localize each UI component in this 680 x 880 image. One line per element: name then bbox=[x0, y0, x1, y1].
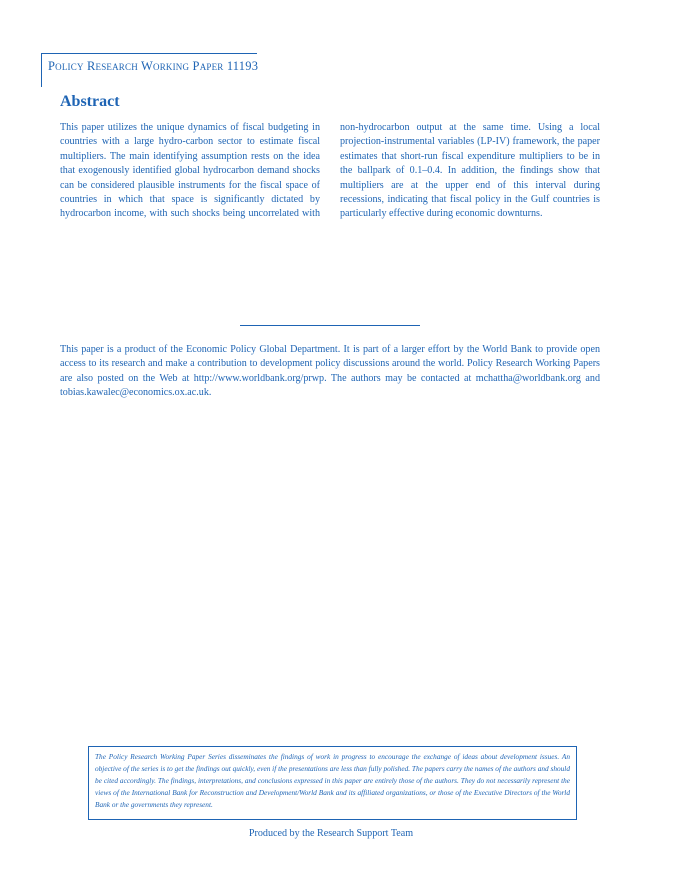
disclaimer-box bbox=[88, 746, 577, 820]
footer-credit: Produced by the Research Support Team bbox=[248, 828, 414, 839]
product-note: This paper is a product of the Economic Policy Global Department. It is part of a larger effort by the World Bank to provide open access to its research and make a contribution to development policy discussions around the world. Policy Research Working Papers are also posted on the Web at http://www.worldbank.org/prwp. The authors may be contacted at mchattha@worldbank.org and tobias.kawalec@economics.ox.ac.uk. bbox=[60, 344, 600, 399]
disclaimer-text: The Policy Research Working Paper Series disseminates the findings of work in progress to encourage the exchange of ideas about development issues. An objective of the series is to get the findings out quickly, even if the presentations are less than fully polished. The papers carry the names of the authors and should be cited accordingly. The findings, interpretations, and conclusions expressed in this paper are entirely those of the authors. They do not necessarily represent the views of the International Bank for Reconstruction and Development/World Bank and its affiliated organizations, or those of the Executive Directors of the World Bank or the governments they represent. bbox=[95, 752, 570, 809]
abstract-text: This paper utilizes the unique dynamics of fiscal budgeting in countries with a large hydro-carbon sector to estimate fiscal multipliers. The main identifying assumption rests on the idea that exogenously identified global hydrocarbon demand shocks can be considered plausible instruments for the fiscal space of countries in which that space is significantly dictated by hydrocarbon income, with such shocks being uncorrelated with non-hydrocarbon output at the same time. Using a local projection-instrumental variables (LP-IV) framework, the paper estimates that short-run fiscal expenditure multipliers to be in the ballpark of 0.1–0.4. In addition, the findings show that multipliers are at the upper end of this interval during recessions, indicating that fiscal policy in the Gulf countries is particularly effective during economic downturns. bbox=[60, 122, 600, 220]
section-divider bbox=[240, 325, 420, 326]
series-header-frame bbox=[41, 53, 257, 87]
abstract-heading: Abstract bbox=[60, 93, 120, 110]
abstract-body bbox=[60, 121, 600, 241]
series-title: Policy Research Working Paper 11193 bbox=[48, 59, 259, 73]
